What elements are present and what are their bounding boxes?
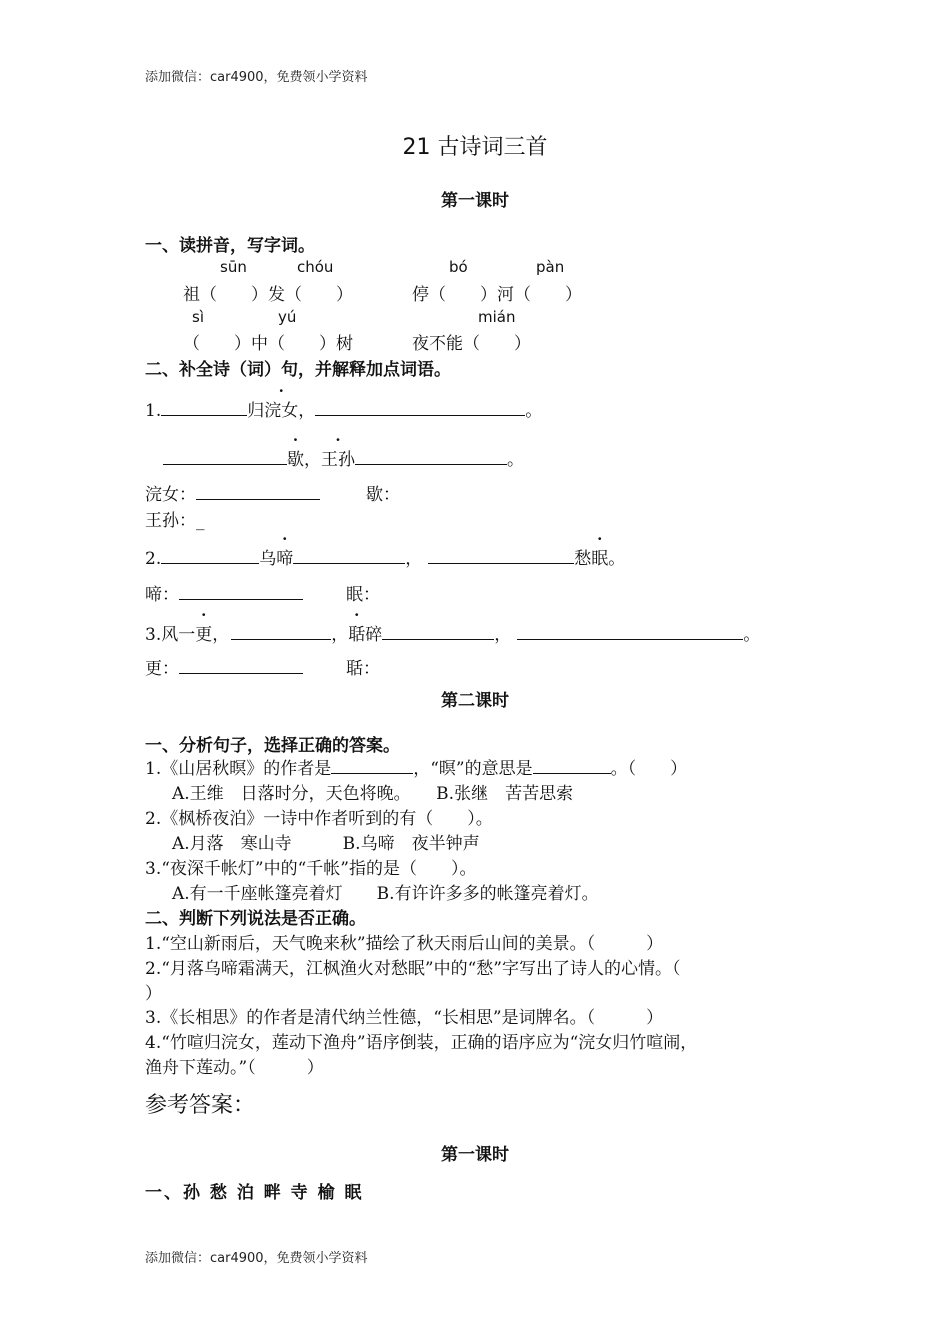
answer-line: 一、孙 愁 泊 畔 寺 榆 眠: [145, 1183, 364, 1203]
dotted-word: 更: [195, 625, 213, 645]
judge-item-cont: ）: [145, 984, 162, 1004]
dotted-word: 浣女: [264, 401, 299, 421]
pinyin: sūn: [220, 258, 247, 276]
dotted-word: 啼: [276, 549, 294, 569]
answer-blank[interactable]: [331, 755, 413, 774]
judge-item: 3.《长相思》的作者是清代纳兰性德，“长相思”是词牌名。（ ）: [145, 1008, 664, 1028]
pinyin: yú: [278, 308, 297, 326]
answer-blank[interactable]: [231, 621, 331, 640]
poem-text: 归: [247, 401, 265, 421]
answer-blank[interactable]: [196, 481, 320, 500]
answers-lesson-1: 第一课时: [441, 1145, 509, 1165]
question-text: 。（ ）: [610, 759, 688, 779]
page-title: 21 古诗词三首: [402, 135, 548, 160]
answer-blank[interactable]: [517, 621, 743, 640]
explain-label: 聒：: [346, 659, 380, 679]
answer-blank[interactable]: [533, 755, 611, 774]
section-choice-heading: 一、分析句子，选择正确的答案。: [145, 736, 400, 756]
dotted-word: 眠: [591, 549, 609, 569]
answer-blank[interactable]: [163, 446, 287, 465]
question-text: 1.《山居秋暝》的作者是: [145, 759, 332, 779]
explain-label: 浣女：: [145, 485, 196, 505]
question-number: 1.: [145, 401, 162, 421]
page-header: 添加微信：car4900，免费领小学资料: [145, 70, 368, 85]
poem-text: 。: [507, 450, 524, 470]
judge-item: 1.“空山新雨后，天气晚来秋”描绘了秋天雨后山间的美景。（ ）: [145, 934, 664, 954]
answer-blank[interactable]: [161, 545, 259, 564]
choice-q1: [145, 754, 687, 779]
pinyin: bó: [449, 258, 468, 276]
answer-blank[interactable]: [179, 581, 303, 600]
pinyin: chóu: [297, 258, 334, 276]
poem-text: 碎: [365, 625, 383, 645]
section-judge-heading: 二、判断下列说法是否正确。: [145, 909, 366, 929]
poem-text: 。: [743, 625, 761, 645]
explain-row: [145, 580, 303, 605]
pinyin: sì: [192, 308, 204, 326]
poem-text: 乌: [259, 549, 277, 569]
poem-text: ，: [331, 625, 349, 645]
answer-blank[interactable]: [428, 545, 574, 564]
answer-blank[interactable]: [355, 446, 507, 465]
poem-text: ，: [304, 450, 321, 470]
explain-label: 歇：: [366, 485, 400, 505]
judge-item: 2.“月落乌啼霜满天，江枫渔火对愁眠”中的“愁”字写出了诗人的心情。（: [145, 959, 681, 979]
answers-heading: 参考答案：: [145, 1093, 256, 1118]
poem-line-1: [145, 396, 542, 421]
judge-item: 4.“竹喧归浣女，莲动下渔舟”语序倒装，正确的语序应为“浣女归竹喧闹，: [145, 1033, 698, 1053]
word-blank-row: 祖（ ）发（ ）: [183, 285, 353, 305]
word-blank-row: 停（ ）河（ ）: [412, 285, 582, 305]
pinyin: mián: [478, 308, 516, 326]
poem-line-1b: [163, 445, 524, 470]
choice-q2: 2.《枫桥夜泊》一诗中作者听到的有（ ）。: [145, 809, 493, 829]
section-pinyin-heading: 一、读拼音，写字词。: [145, 236, 315, 256]
question-text: ，“暝”的意思是: [413, 759, 533, 779]
answer-blank[interactable]: [179, 655, 303, 674]
poem-line-2: [145, 544, 625, 569]
page-footer: 添加微信：car4900，免费领小学资料: [145, 1251, 368, 1266]
dotted-word: 歇: [287, 450, 304, 470]
poem-text: ，: [494, 625, 512, 645]
explain-row: [145, 480, 320, 505]
explain-label: 眠：: [346, 585, 380, 605]
judge-item-cont: 渔舟下莲动。”（ ）: [145, 1058, 324, 1078]
poem-text: 愁: [574, 549, 592, 569]
answer-blank[interactable]: [293, 545, 405, 564]
pinyin: pàn: [536, 258, 565, 276]
choice-q3: 3.“夜深千帐灯”中的“千帐”指的是（ ）。: [145, 859, 477, 879]
dotted-word: 王孙: [321, 450, 355, 470]
poem-text: 3.风一: [145, 625, 196, 645]
question-number: 2.: [145, 549, 162, 569]
explain-label: 王孙：_: [145, 511, 205, 531]
choice-options: A.王维 日落时分，天色将晚。 B.张继 苦苦思索: [172, 784, 574, 804]
lesson-2-heading: 第二课时: [441, 691, 509, 711]
word-blank-row: （ ）中（ ）树: [183, 334, 353, 354]
explain-label: 啼：: [145, 585, 179, 605]
answer-blank[interactable]: [161, 397, 247, 416]
poem-text: 。: [608, 549, 626, 569]
poem-text: ，: [212, 625, 230, 645]
choice-options: A.有一千座帐篷亮着灯 B.有许许多多的帐篷亮着灯。: [172, 884, 599, 904]
lesson-1-heading: 第一课时: [441, 191, 509, 211]
answer-blank[interactable]: [315, 397, 525, 416]
poem-text: ，: [298, 401, 316, 421]
poem-line-3: [145, 620, 760, 645]
dotted-word: 聒: [348, 625, 366, 645]
answer-blank[interactable]: [382, 621, 494, 640]
poem-text: 。: [525, 401, 543, 421]
explain-row: [145, 654, 303, 679]
explain-label: 更：: [145, 659, 179, 679]
section-poem-heading: 二、补全诗（词）句，并解释加点词语。: [145, 360, 451, 380]
poem-text: ，: [405, 549, 423, 569]
word-blank-row: 夜不能（ ）: [412, 334, 531, 354]
choice-options: A.月落 寒山寺 B.乌啼 夜半钟声: [172, 834, 480, 854]
